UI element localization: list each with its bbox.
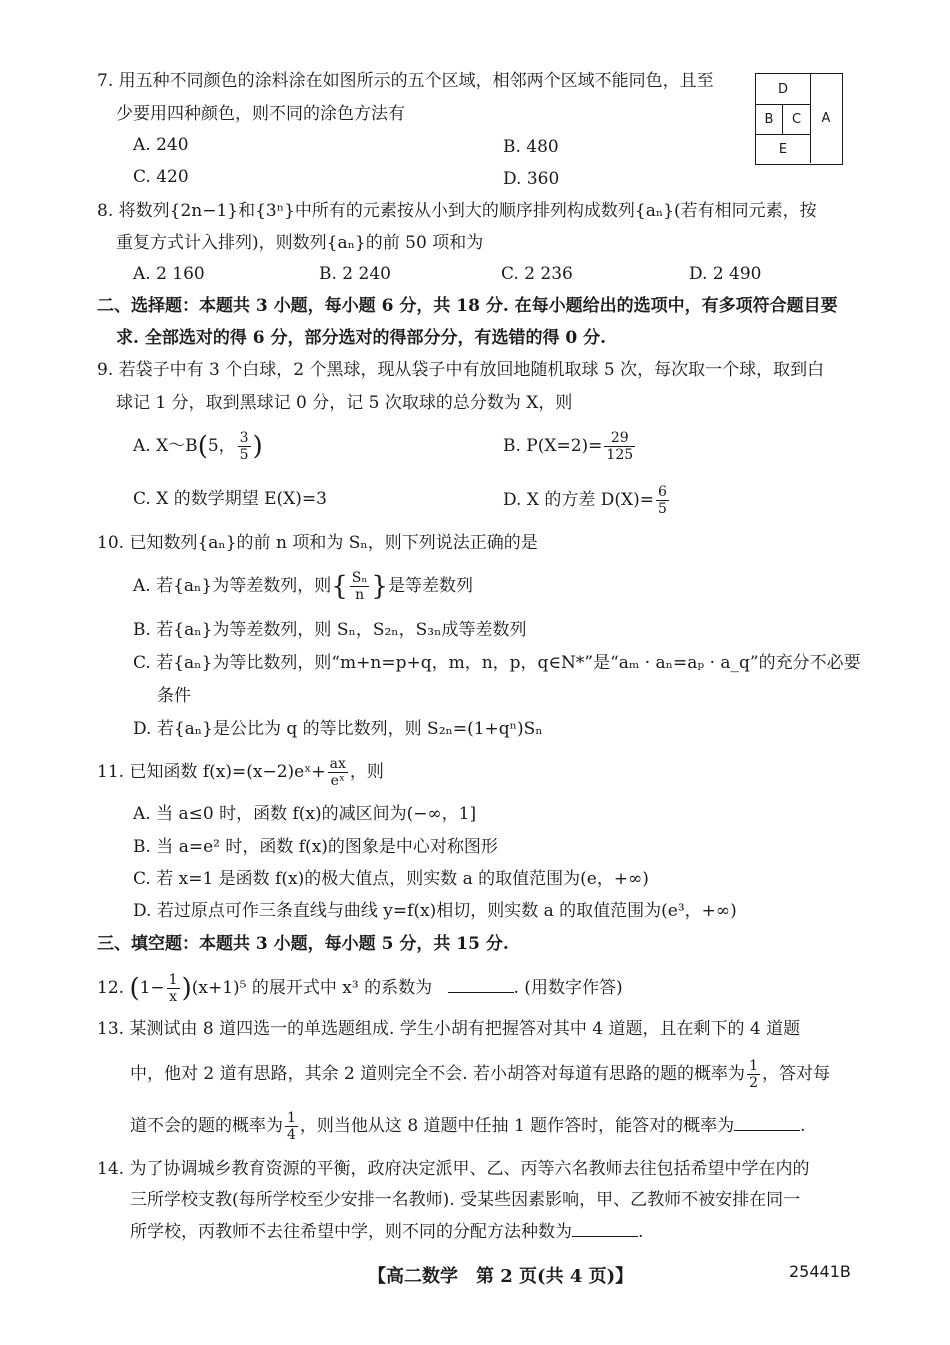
q7-line2: 少要用四种颜色，则不同的涂色方法有 [116,104,405,124]
q12-stem: 12. (1− $\frac{1}{x}$ )(x+1)⁵ 的展开式中 x³ 的系数为 . (用数字作答) [97,972,623,1005]
q10-option-d: D. 若{aₙ}是公比为 q 的等比数列，则 S₂ₙ=(1+qⁿ)Sₙ [133,719,543,739]
region-d: D [756,74,811,105]
q14-line2: 三所学校支教(每所学校至少安排一名教师). 受某些因素影响，甲、乙教师不被安排在同一 [130,1190,801,1210]
q11-option-a: A. 当 a≤0 时，函数 f(x)的减区间为(−∞，1] [133,804,477,824]
q10-option-b: B. 若{aₙ}为等差数列，则 Sₙ，S₂ₙ，S₃ₙ成等差数列 [133,620,527,640]
region-c: C [783,105,811,135]
q8-option-d: D. 2 490 [689,264,762,284]
q13-line2: 中，他对 2 道有思路，其余 2 道则完全不会. 若小胡答对每道有思路的题的概率为 $\frac{1}{2}$ ，答对每 [130,1058,830,1091]
q10-option-c-line1: C. 若{aₙ}为等比数列，则“m+n=p+q，m，n，p，q∈N*”是“aₘ · aₙ=aₚ · a_q”的充分不必要 [133,653,861,673]
q9-option-b: B. P(X=2)= $\frac{29}{125}$ [503,430,634,463]
q9-line2: 球记 1 分，取到黑球记 0 分，记 5 次取球的总分数为 X，则 [116,393,573,413]
q7-option-c: C. 420 [133,167,189,187]
section3-heading: 三、填空题：本题共 3 小题，每小题 5 分，共 15 分. [97,934,509,954]
q13-line3: 道不会的题的概率为 $\frac{1}{4}$ ，则当他从这 8 道题中任抽 1 题作答时，能答对的概率为 . [130,1110,806,1143]
q11-option-d: D. 若过原点可作三条直线与曲线 y=f(x)相切，则实数 a 的取值范围为(e³，+∞) [133,901,737,921]
q8-option-b: B. 2 240 [319,264,391,284]
q13-answer-blank[interactable] [734,1116,800,1131]
q10-line1: 10. 已知数列{aₙ}的前 n 项和为 Sₙ，则下列说法正确的是 [97,533,538,553]
section2-heading-line1: 二、选择题：本题共 3 小题，每小题 6 分，共 18 分. 在每小题给出的选项中，有多项符合题目要 [97,296,838,316]
q8-option-a: A. 2 160 [133,264,205,284]
exam-code: 25441B [789,1262,851,1281]
q7-line1: 7. 用五种不同颜色的涂料涂在如图所示的五个区域，相邻两个区域不能同色，且至 [97,71,714,91]
page-footer: 【高二数学 第 2 页(共 4 页)】 [368,1266,634,1287]
q14-line1: 14. 为了协调城乡教育资源的平衡，政府决定派甲、乙、丙等六名教师去往包括希望中学在内的 [97,1159,810,1179]
q11-option-c: C. 若 x=1 是函数 f(x)的极大值点，则实数 a 的取值范围为(e，+∞) [133,869,649,889]
section2-heading-line2: 求. 全部选对的得 6 分，部分选对的得部分分，有选错的得 0 分. [116,328,607,348]
q8-line2: 重复方式计入排列)，则数列{aₙ}的前 50 项和为 [116,233,484,253]
region-a: A [821,111,831,126]
q8-option-c: C. 2 236 [501,264,573,284]
q9-option-a: A. X～B(5， $\frac{3}{5}$ ) [133,430,263,463]
q7-option-a: A. 240 [133,135,189,155]
q7-option-b: B. 480 [503,137,559,157]
q10-option-a: A. 若{aₙ}为等差数列，则{ $\frac{\text{Sₙ}}{n}$ }是等差数列 [133,570,473,603]
region-b: B [756,105,783,135]
q7-option-d: D. 360 [503,169,560,189]
q14-answer-blank[interactable] [572,1222,638,1237]
q9-option-d: D. X 的方差 D(X)= $\frac{6}{5}$ [503,484,667,517]
q12-answer-blank[interactable] [448,978,514,993]
region-e: E [756,135,811,163]
q10-option-c-line2: 条件 [157,686,191,706]
q9-option-c: C. X 的数学期望 E(X)=3 [133,489,327,509]
q11-stem: 11. 已知函数 f(x)=(x−2)eˣ+ $\frac{ax}{\text{eˣ}}$ ，则 [97,756,384,789]
q7-region-figure [755,73,843,165]
q11-option-b: B. 当 a=e² 时，函数 f(x)的图象是中心对称图形 [133,837,498,857]
q14-line3: 所学校，丙教师不去往希望中学，则不同的分配方法种数为 . [130,1222,644,1242]
q13-line1: 13. 某测试由 8 道四选一的单选题组成. 学生小胡有把握答对其中 4 道题，且在剩下的 4 道题 [97,1019,801,1039]
q8-line1: 8. 将数列{2n−1}和{3ⁿ}中所有的元素按从小到大的顺序排列构成数列{aₙ}(若有相同元素，按 [97,201,817,221]
q9-line1: 9. 若袋子中有 3 个白球，2 个黑球，现从袋子中有放回地随机取球 5 次，每次取一个球，取到白 [97,360,825,380]
